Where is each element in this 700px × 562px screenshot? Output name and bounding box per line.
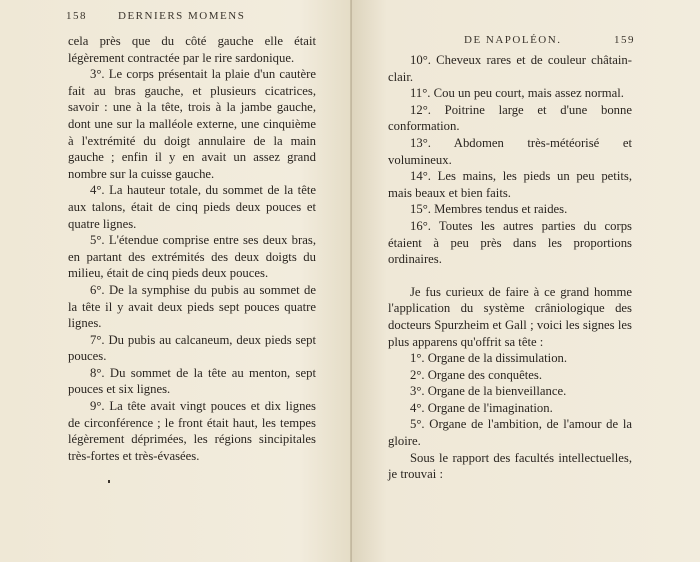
paragraph: 15°. Membres tendus et raides. bbox=[410, 202, 568, 217]
paragraph: 9°. La tête avait vingt pouces et dix lignes de circonférence ; le front était haut, les tempes légèrement déprimées, les régions sincipitales très-fortes et très-évasées. bbox=[68, 399, 316, 463]
paragraph: 1°. Organe de la dissimulation. bbox=[410, 351, 568, 366]
ink-speck bbox=[108, 480, 110, 483]
paragraph: 2°. Organe des conquêtes. bbox=[410, 367, 543, 382]
paragraph: Sous le rapport des facultés intellectuelles, je trouvai : bbox=[388, 450, 632, 482]
left-page-body bbox=[68, 33, 316, 464]
paragraph: 4°. Organe de l'imagination. bbox=[410, 400, 553, 415]
paragraph: cela près que du côté gauche elle était légèrement contractée par le rire sardonique. bbox=[68, 34, 316, 65]
right-running-head: DE NAPOLÉON. bbox=[464, 34, 562, 46]
right-page-body bbox=[388, 52, 632, 483]
paragraph: 10°. Cheveux rares et de couleur châtain-clair. bbox=[388, 53, 632, 84]
paragraph: 3°. Organe de la bienveillance. bbox=[410, 384, 567, 399]
paragraph: 12°. Poitrine large et d'une bonne conformation. bbox=[388, 102, 632, 134]
paragraph: 3°. Le corps présentait la plaie d'un cautère fait au bras gauche, et plusieurs cicatrices, savoir : une à la tête, trois à la jambe gauche, dont une sur la malléole externe, une cinquième à l'extrémité du doigt annulaire de la main gauche ; enfin il y en avait un assez grand nombre sur la cuisse gauche. bbox=[68, 67, 316, 181]
paragraph: 6°. De la symphise du pubis au sommet de la tête il y avait deux pieds sept pouces quatre lignes. bbox=[68, 282, 316, 331]
left-running-head: DERNIERS MOMENS bbox=[118, 10, 246, 22]
paragraph: 7°. Du pubis au calcaneum, deux pieds sept pouces. bbox=[68, 332, 316, 364]
paragraph: 8°. Du sommet de la tête au menton, sept pouces et six lignes. bbox=[68, 365, 316, 397]
paragraph: 16°. Toutes les autres parties du corps étaient à peu près dans les proportions ordinaires. bbox=[388, 218, 632, 267]
paragraph: 5°. Organe de l'ambition, de l'amour de la gloire. bbox=[388, 417, 632, 449]
paragraph: Je fus curieux de faire à ce grand homme l'application du système crâniologique des docteurs Spurzheim et Gall ; voici les signes les plus apparens qu'offrit sa tête : bbox=[388, 284, 632, 349]
paragraph: 4°. La hauteur totale, du sommet de la tête aux talons, était de cinq pieds deux pouces et quatre lignes. bbox=[68, 183, 316, 231]
left-page-number: 158 bbox=[66, 10, 87, 22]
paragraph: 14°. Les mains, les pieds un peu petits, mais beaux et bien faits. bbox=[388, 169, 632, 200]
paragraph: 5°. L'étendue comprise entre ses deux bras, en partant des extrémités des deux doigts du milieu, était de cinq pieds deux pouces. bbox=[68, 233, 316, 281]
paragraph: 13°. Abdomen très-météorisé et volumineux. bbox=[388, 135, 632, 167]
right-page bbox=[352, 0, 700, 562]
right-page-number: 159 bbox=[614, 34, 635, 46]
paragraph: 11°. Cou un peu court, mais assez normal. bbox=[410, 86, 624, 101]
